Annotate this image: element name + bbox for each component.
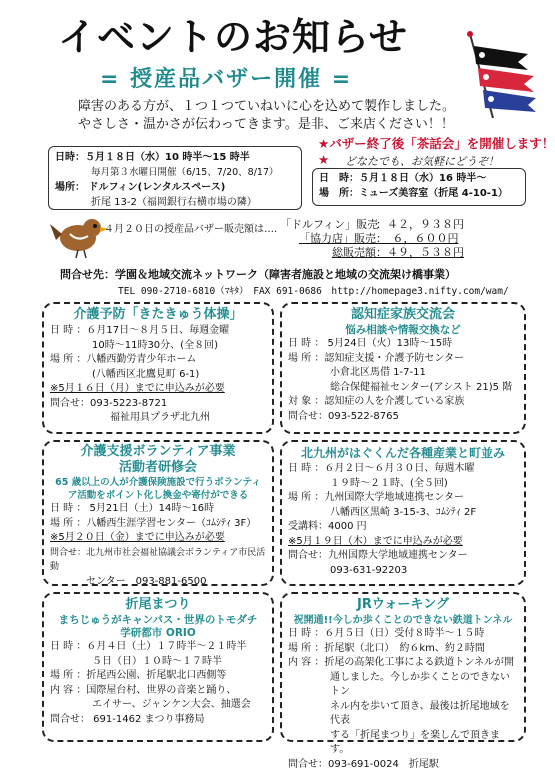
event-title: 北九州がはぐくんだ各種産業と町並み [300, 446, 505, 460]
bazaar-date: 日時：５月１８日（水）10 時半〜15 時半 [55, 152, 250, 163]
event-card-jr-walk: JRウォーキング 祝開通!!今しか歩くことのできない鉄道トンネル 日 時 ：６月５日（日）受付８時半〜１５時 場 所 ：折尾駅（北口） 約６km、約２時間 内 容 ：折尾の高架化工事による鉄道トンネルが開 通しました。今しか歩くことのできないトン ネル内を歩いて頂き、最後は折尾地域を代表 する「折尾まつり」を楽しんで頂きます。 問合せ：093-691-0024 折尾駅 [280, 592, 526, 742]
event-card-industry: 北九州がはぐくんだ各種産業と町並み 日 時 ：６月２日〜６月３０日、毎週木曜 １９時〜２１時、(全５回) 場 所 ：九州国際大学地域連携センター 八幡西区黒崎 3-15-3、ｺﾑｼﾃｨ 2F 受講料：4000 円 ※5月１９日（木）までに申込みが必要 問合せ：九州国際大学地域連携センター 093-631-92203 [280, 440, 526, 586]
event-card-volunteer: 介護支援ボランティア事業 活動者研修会 65 歳以上の人が介護保険施設で行うボランティ ア活動をポイント化し換金や寄付ができる 日 時 ： 5月21日（土）14時〜16時 場 所 ：八幡西生涯学習センター（ｺﾑｼﾃｨ 3F） ※5月２０日（金）までに申込みが必要 問合せ：北九州市社会福祉協議会ボランティア市民活動 センター 093-881-6500 [42, 440, 274, 586]
event-title: JRウォーキング [357, 597, 449, 612]
bazaar-monthly: 毎月第３水曜日開催（6/15、7/20、8/17） [91, 167, 279, 178]
bird-icon [48, 212, 110, 260]
event-card-dementia: 認知症家族交流会 悩み相談や情報交換など 日 時 ： 5月24日（火）13時〜15時 場 所 ：認知症支援・介護予防センター 小倉北区馬借 1-7-11 総合保健福祉センター(アシスト 21)5 階 対 象 ：認知症の人を介護している家族 問合せ：093-522-8765 [280, 302, 526, 434]
bazaar-info-box [48, 146, 302, 210]
intro-line-1: 障害のある方が、１つ１つていねいに心を込めて製作しました。 [78, 99, 456, 114]
sales-intro: ４月２０日の授産品バザー販売額は‥‥ [104, 224, 278, 235]
tea-welcome: どなたでも、お気軽にどうぞ！ [345, 155, 499, 168]
event-card-festival: 折尾まつり まちじゅうがキャンパス・世界のトモダチ 学研都市 ORIO 日 時 ：６月４日（土）１７時半〜２１時半 ５日（日）１０時〜１７時半 場 所 ：折尾西公園、折尾駅北口西側等 内 容 ：国際屋台村、世界の音楽と踊り、 エイサー、ジャンケン大会、抽選会 問合せ： 691-1462 まつり事務局 [42, 592, 274, 742]
bazaar-address: 折尾 13-2（福岡銀行右横市場の隣） [91, 197, 257, 208]
tea-place: 場 所：ミューズ美容室（折尾 4-10-1） [319, 188, 508, 199]
contact-line-1: 問合せ先：学園＆地域交流ネットワーク（障害者施設と地域の交流架け橋事業） [60, 268, 456, 281]
koinobori-icon [448, 30, 548, 120]
page-subtitle: = 授産品バザー開催 = [100, 67, 353, 92]
intro-text [78, 98, 455, 134]
sales-row: 「協力店」販売： ６，６００円 [299, 232, 459, 245]
intro-line-2: やさしさ・温かさが伝わってきます。是非、ご来店ください！！ [78, 117, 454, 132]
tea-date: 日 時：５月１８日（水）16 時半〜 [319, 173, 487, 184]
event-title: 折尾まつり [125, 597, 191, 612]
event-title: 介護予防「きたきゅう体操」 [73, 307, 243, 322]
sales-table [280, 218, 464, 260]
event-title: 認知症家族交流会 [350, 307, 455, 322]
event-card-care-exercise: 介護予防「きたきゅう体操」 日 時 ：６月17日〜８月５日、毎週金曜 10時〜11時30分、(全８回) 場 所 ：八幡西勤労青少年ホーム (八幡西区北鷹見町 6-1) ※5月１６日（月）までに申込みが必要 問合せ：093-5223-8721 福祉用具プラザ北九州 [42, 302, 274, 434]
tea-headline: ★バザー終了後「茶話会」を開催します！★ [318, 136, 555, 167]
page-title: イベントのお知らせ [58, 15, 408, 59]
contact-line-2: TEL 090-2710-6810（ﾏｷﾀ） FAX 691-0686 http://homepage3.nifty.com/wam/ [118, 286, 509, 297]
bazaar-place: 場所： ドルフィン(レンタルスペース) [55, 182, 226, 193]
event-title-2: 活動者研修会 [118, 460, 197, 475]
event-title: 介護支援ボランティア事業 [80, 444, 236, 459]
tea-info-box [312, 168, 526, 206]
sales-row: 総販売額：４９，５３８円 [332, 246, 464, 259]
sales-row: 「ドルフィン」販売：４２，９３８円 [280, 218, 464, 231]
